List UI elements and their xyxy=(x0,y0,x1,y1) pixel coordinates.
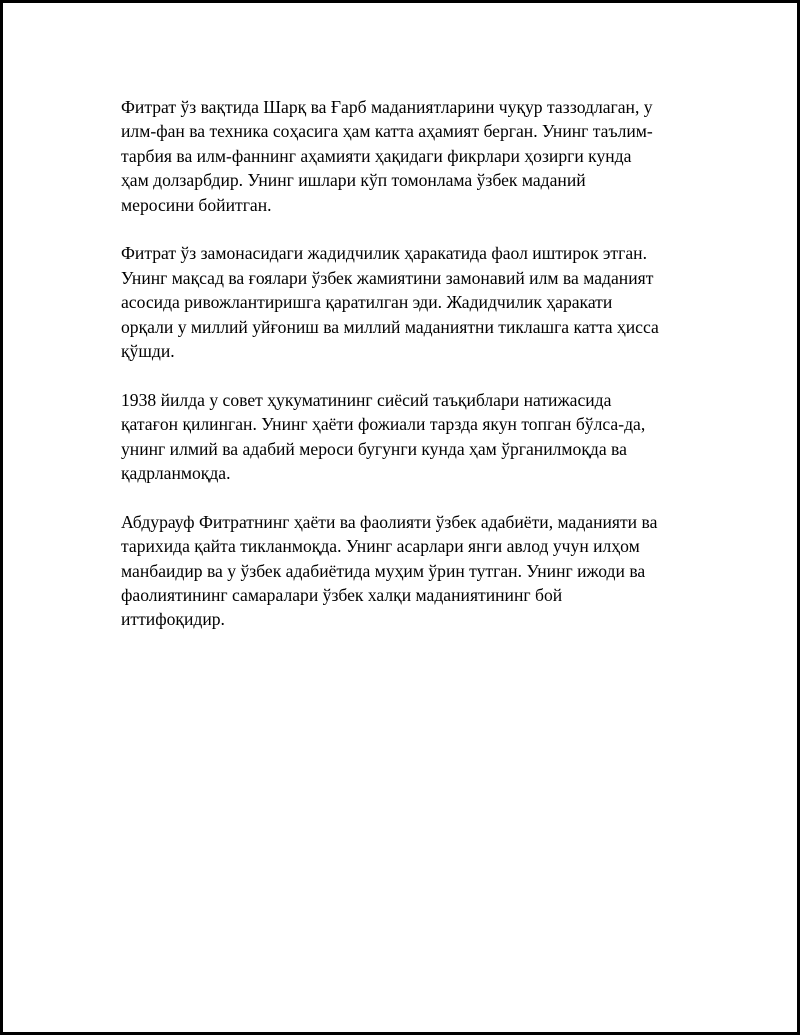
paragraph-1: Фитрат ўз вақтида Шарқ ва Ғарб маданиятларини чуқур таззодлаган, у илм-фан ва техника соҳасига ҳам катта аҳамият берган. Унинг таълим- тарбия ва илм-фаннинг аҳамияти ҳақидаги фикрлари ҳозирги кунда ҳам долзарбдир. Унинг ишлари кўп томонлама ўзбек маданий меросини бойитган. xyxy=(121,97,653,215)
paragraph-4: Абдурауф Фитратнинг ҳаёти ва фаолияти ўзбек адабиёти, маданияти ва тарихида қайта тикланмоқда. Унинг асарлари янги авлод учун илҳом манбаидир ва у ўзбек адабиётида муҳим ўрин тутган. Унинг ижоди ва фаолиятининг самаралари ўзбек халқи маданиятининг бой иттифоқидир. xyxy=(121,511,658,630)
paragraph-3: 1938 йилда у совет ҳукуматининг сиёсий таъқиблари натижасида қатағон қилинган. Унинг ҳаёти фожиали тарзда якун топган бўлса-да, унинг илмий ва адабий мероси бугунги кунда ҳам ўрганилмоқда ва қадрланмоқда. xyxy=(121,389,646,484)
paragraph-2: Фитрат ўз замонасидаги жадидчилик ҳаракатида фаол иштирок этган. Унинг мақсад ва ғоялари ўзбек жамиятини замонавий илм ва маданият асосида ривожлантиришга қаратилган эди. Жадидчилик ҳаракати орқали у миллий уйғониш ва миллий маданиятни тиклашга катта ҳисса қўшди. xyxy=(121,243,659,362)
document-body xyxy=(121,95,701,656)
